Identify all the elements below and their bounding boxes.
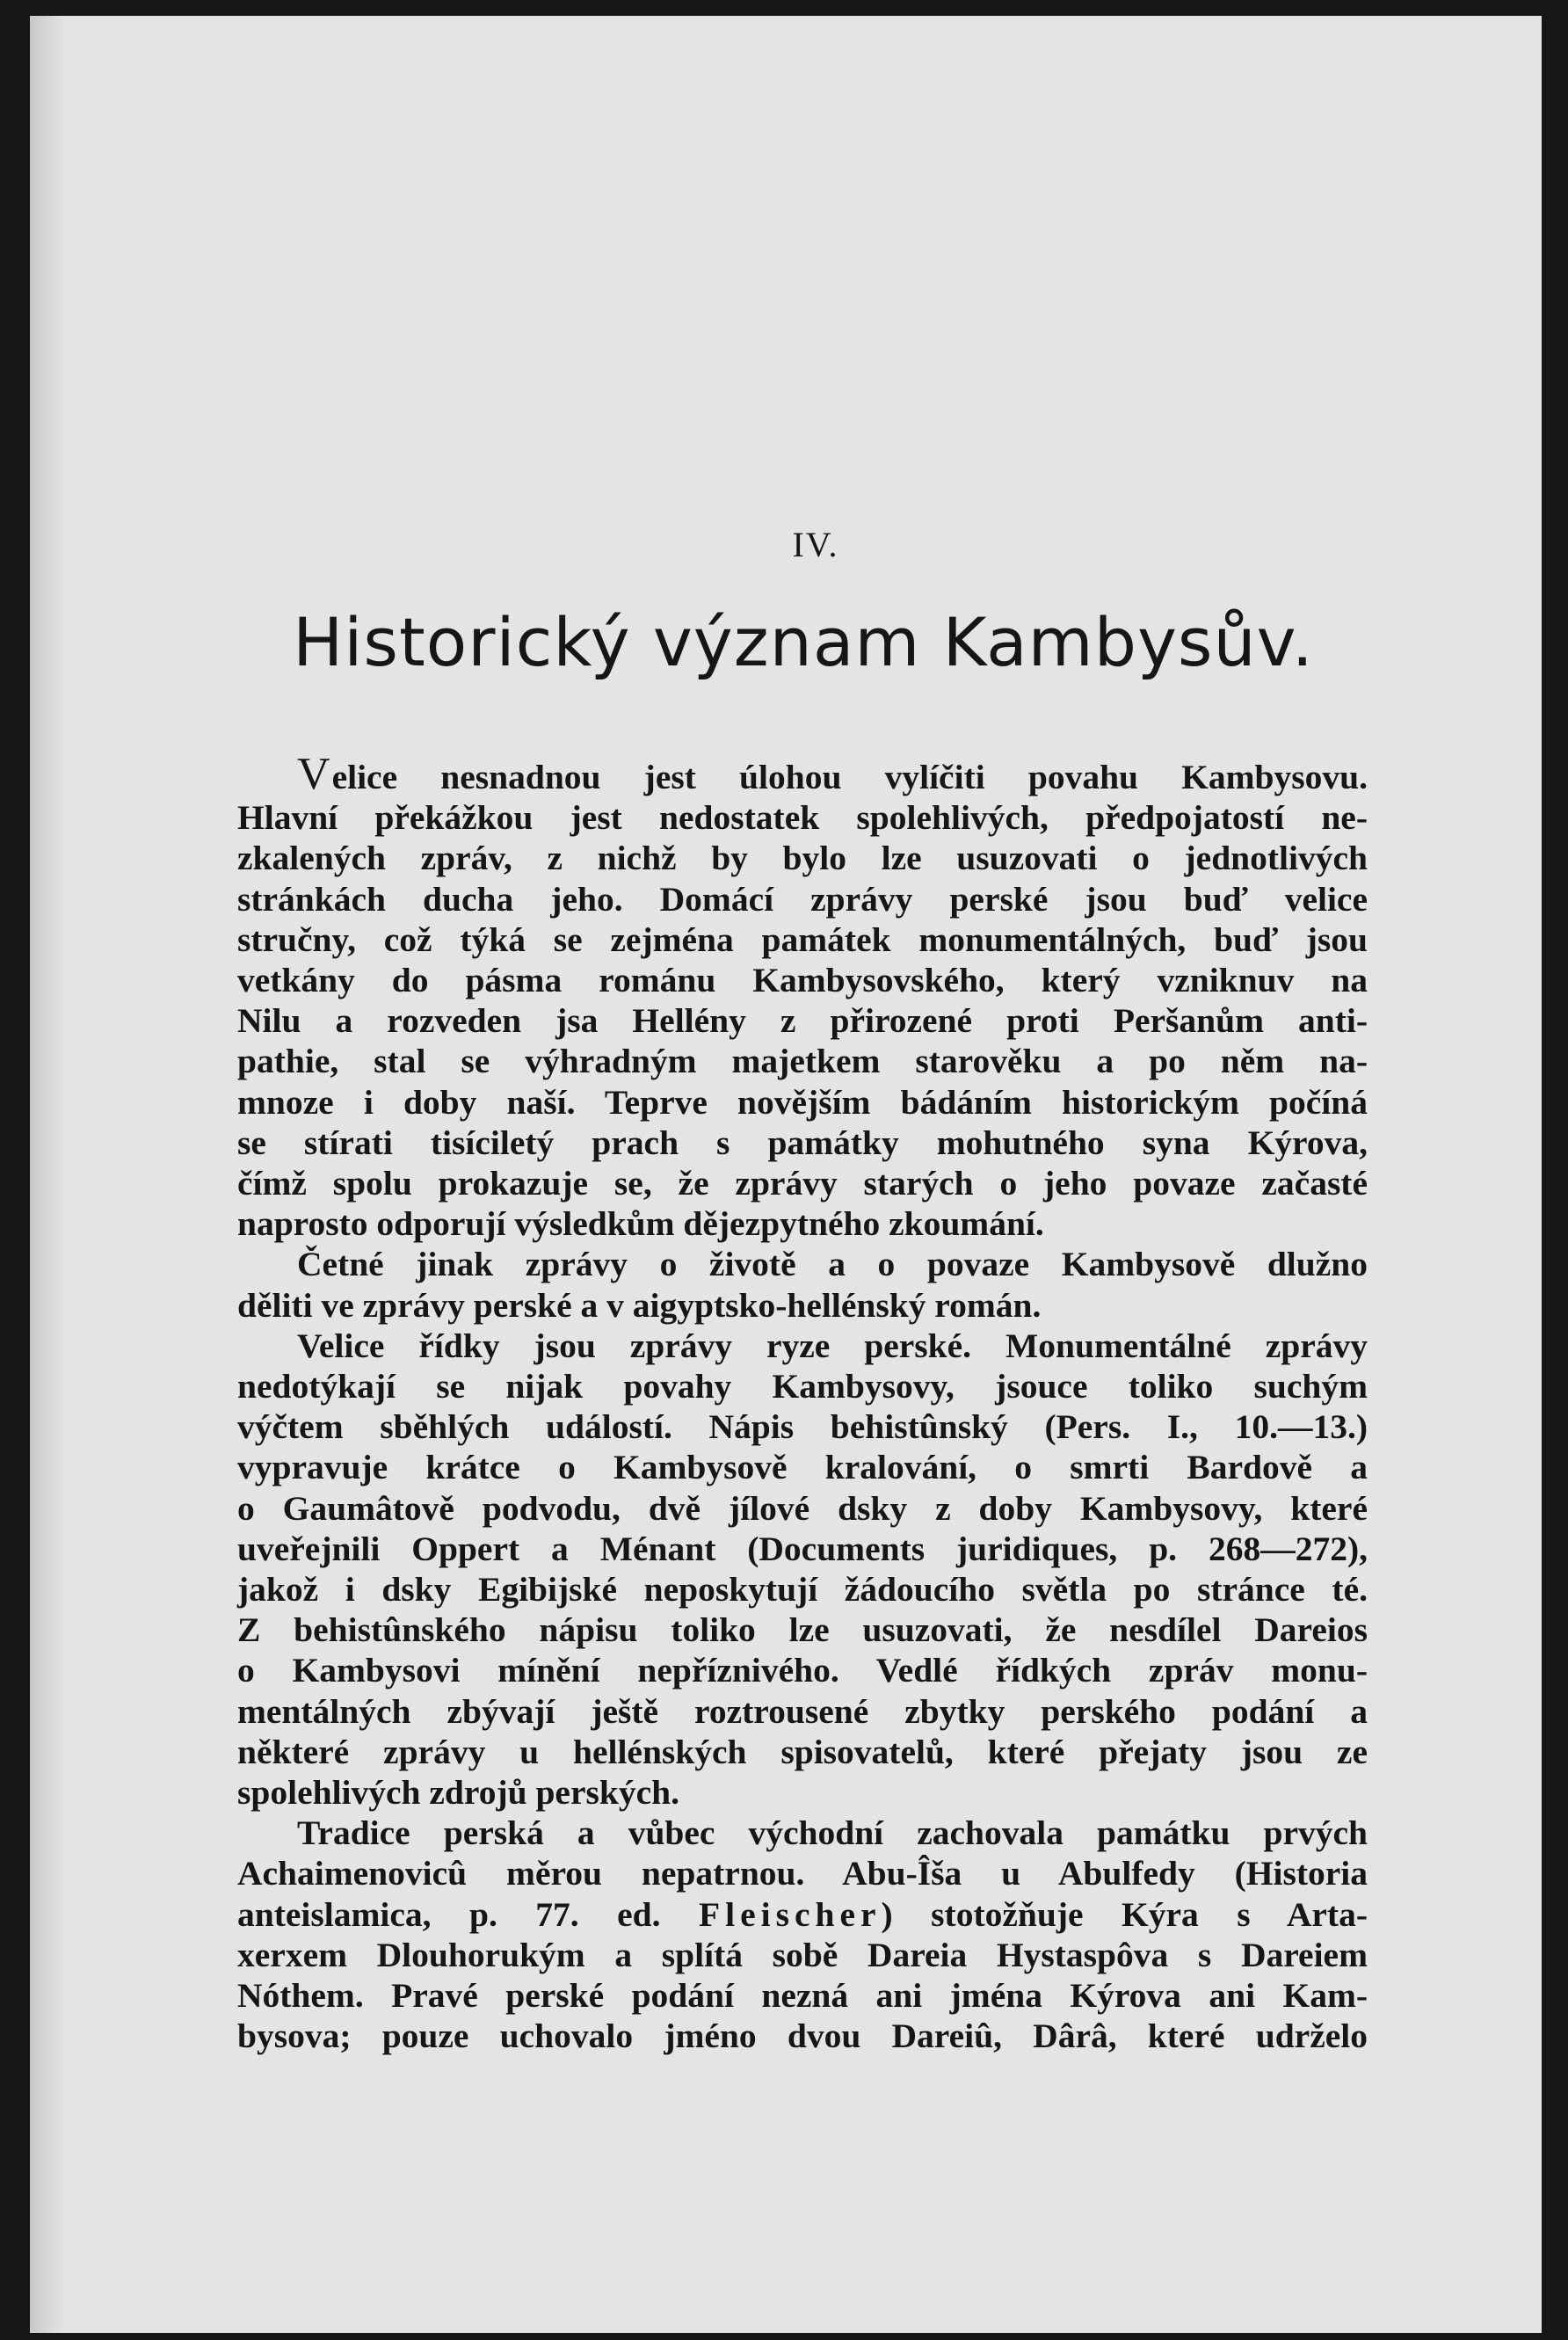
text-line: stránkách ducha jeho. Domácí zprávy perské jsou buď velice	[237, 879, 1368, 919]
text-line: Velice nesnadnou jest úlohou vylíčiti povahu Kambysovu.	[297, 749, 1368, 799]
paragraph	[237, 1326, 1368, 1813]
text-line: jakož i dsky Egibijské neposkytují žádoucího světla po stránce té.	[237, 1570, 1368, 1610]
chapter-body	[237, 749, 1368, 2057]
chapter-number: IV.	[792, 525, 839, 564]
text-line: mentálných zbývají ještě roztrousené zbytky perského podání a	[237, 1691, 1368, 1731]
text-line: pathie, stal se výhradným majetkem starověku a po něm na-	[237, 1042, 1368, 1081]
text-line: Tradice perská a vůbec východní zachovala památku prvých	[297, 1813, 1368, 1853]
text-line: čímž spolu prokazuje se, že zprávy starých o jeho povaze začasté	[237, 1164, 1368, 1203]
paragraph	[237, 1244, 1368, 1325]
text-line: se stírati tisíciletý prach s památky mohutného syna Kýrova,	[237, 1123, 1368, 1162]
text-line: děliti ve zprávy perské a v aigyptsko-hellénský román.	[237, 1285, 1042, 1325]
text-line: naprosto odporují výsledkům dějezpytného zkoumání.	[237, 1204, 1044, 1244]
text-line: stručny, což týká se zejména památek monumentálných, buď jsou	[237, 919, 1368, 959]
text-line: o Gaumâtově podvodu, dvě jílové dsky z doby Kambysovy, které	[237, 1488, 1368, 1528]
chapter-title: Historický význam Kambysův.	[293, 603, 1314, 681]
drop-cap: V	[297, 749, 332, 799]
text-line: bysova; pouze uchovalo jméno dvou Dareiû, Dârâ, které udrželo	[237, 2017, 1368, 2056]
text-line: Nilu a rozveden jsa Hellény z přirozené proti Peršanům anti-	[237, 1001, 1368, 1041]
text-line: nedotýkají se nijak povahy Kambysovy, jsouce toliko suchým	[237, 1367, 1368, 1406]
text-line: Četné jinak zprávy o životě a o povaze Kambysově dlužno	[297, 1245, 1368, 1284]
book-page	[30, 16, 1542, 2333]
text-line: Nóthem. Pravé perské podání nezná ani jména Kýrova ani Kam-	[237, 1976, 1368, 2016]
text-line: Achaimenovicû měrou nepatrnou. Abu-Îša u Abulfedy (Historia	[237, 1854, 1368, 1893]
text-line: xerxem Dlouhorukým a splítá sobě Dareia Hystaspôva s Dareiem	[237, 1935, 1368, 1974]
text-line: vetkány do pásma románu Kambysovského, který vzniknuv na	[237, 961, 1368, 1000]
paragraph	[237, 1813, 1368, 2056]
text-line: Z behistûnského nápisu toliko lze usuzovati, že nesdílel Dareios	[237, 1610, 1368, 1650]
page-edge-shadow	[30, 16, 65, 2333]
text-line: výčtem sběhlých událostí. Nápis behistûnský (Pers. I., 10.—13.)	[237, 1407, 1368, 1447]
text-line: Hlavní překážkou jest nedostatek spolehlivých, předpojatostí ne-	[237, 798, 1368, 838]
text-line: mnoze i doby naší. Teprve novějším bádáním historickým počíná	[237, 1082, 1368, 1122]
text-line: uveřejnili Oppert a Ménant (Documents juridiques, p. 268—272),	[237, 1529, 1368, 1568]
text-line: spolehlivých zdrojů perských.	[237, 1773, 679, 1813]
text-line: některé zprávy u hellénských spisovatelů, které přejaty jsou ze	[237, 1732, 1368, 1771]
spaced-name: Fleischer	[699, 1894, 882, 1934]
text-line: Velice řídky jsou zprávy ryze perské. Monumentálné zprávy	[297, 1326, 1368, 1365]
text-line: vypravuje krátce o Kambysově kralování, o smrti Bardově a	[237, 1448, 1368, 1487]
paragraph	[237, 749, 1368, 1244]
text-line: o Kambysovi mínění nepříznivého. Vedlé řídkých zpráv monu-	[237, 1651, 1368, 1690]
text-line: anteislamica, p. 77. ed. Fleischer) stotožňuje Kýra s Arta-	[237, 1894, 1368, 1934]
text-line: zkalených zpráv, z nichž by bylo lze usuzovati o jednotlivých	[237, 839, 1368, 878]
